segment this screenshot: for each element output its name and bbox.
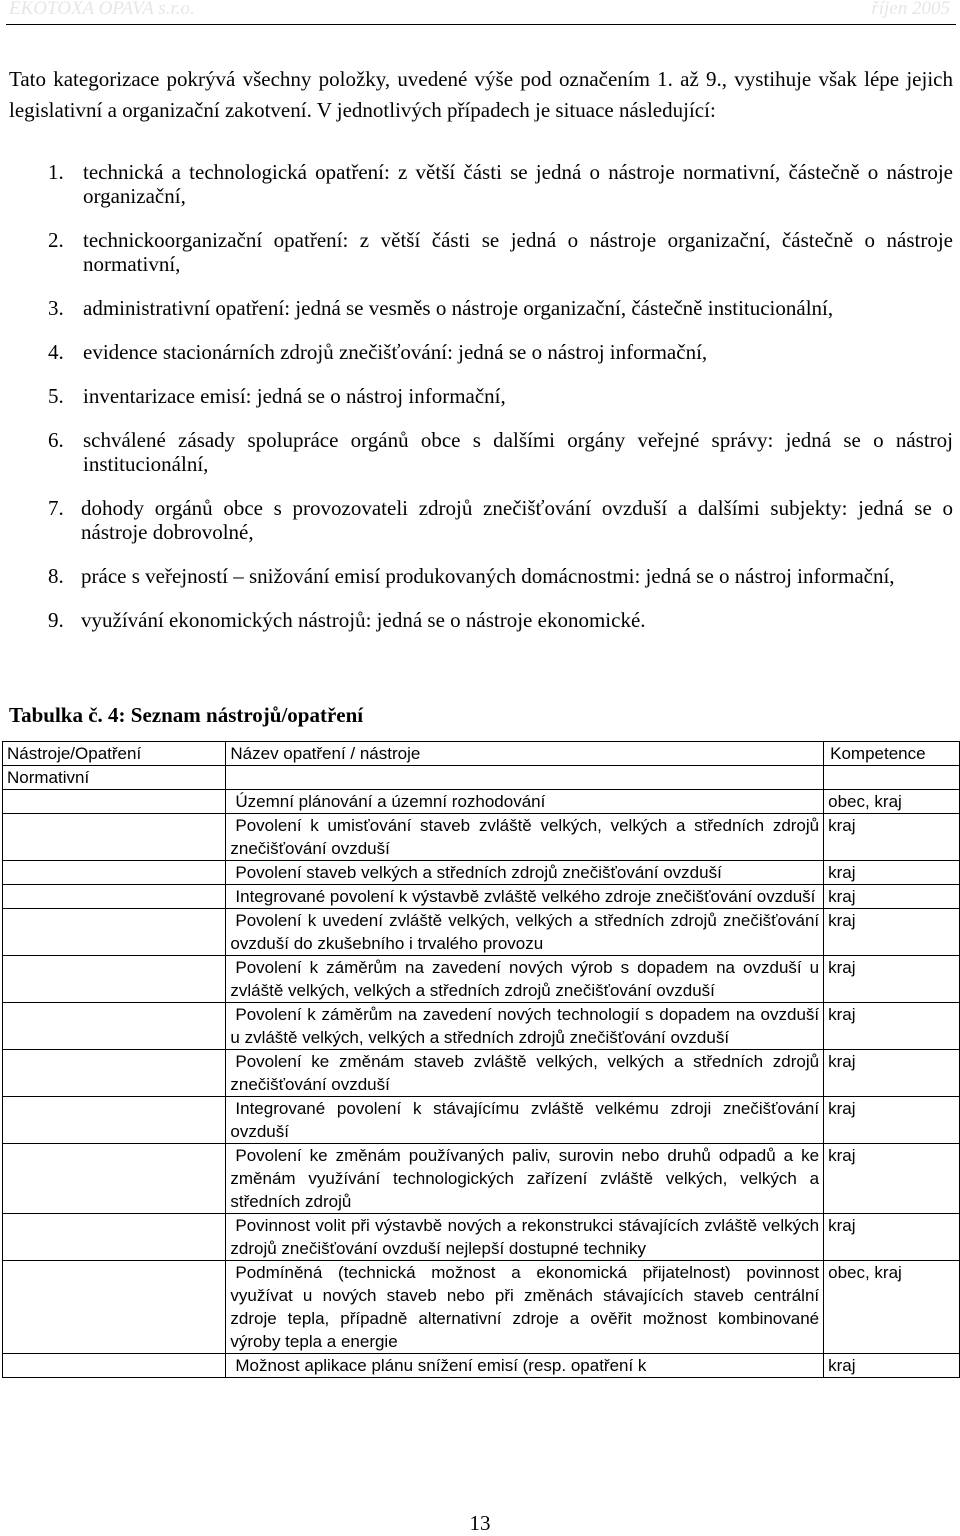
- empty-cell: [3, 861, 226, 885]
- table-row: [3, 861, 960, 885]
- measure-competence: kraj: [824, 861, 960, 885]
- measure-name: Povolení ke změnám staveb zvláště velkých, velkých a středních zdrojů znečišťování ovzduší: [226, 1050, 824, 1097]
- measure-name: Možnost aplikace plánu snížení emisí (resp. opatření k: [226, 1354, 824, 1378]
- intro-paragraph: Tato kategorizace pokrývá všechny položky, uvedené výše pod označením 1. až 9., vystihuje však lépe jejich legislativní a organizační zakotvení. V jednotlivých případech je situace následující:: [9, 67, 953, 122]
- empty-cell: [3, 1214, 226, 1261]
- list-item-text: technickoorganizační opatření: z větší části se jedná o nástroje organizační, částečně o nástroje normativní,: [83, 228, 953, 276]
- list-item: [9, 160, 953, 208]
- measure-competence: kraj: [824, 885, 960, 909]
- list-item-text: administrativní opatření: jedná se vesměs o nástroje organizační, částečně institucionální,: [83, 296, 834, 320]
- table-title: Tabulka č. 4: Seznam nástrojů/opatření: [9, 703, 364, 727]
- table-header-row: [3, 742, 960, 766]
- measures-list: [9, 160, 953, 652]
- list-item-number: 6.: [48, 428, 64, 452]
- list-item-text: dohody orgánů obce s provozovateli zdrojů znečišťování ovzduší a dalšími subjekty: jedná se o nástroje dobrovolné,: [81, 496, 953, 544]
- measure-competence: kraj: [824, 1354, 960, 1378]
- measure-name: Územní plánování a územní rozhodování: [226, 790, 824, 814]
- measure-name: Povolení k záměrům na zavedení nových technologií s dopadem na ovzduší u zvláště velkých, velkých a středních zdrojů znečišťování ovzduší: [226, 1003, 824, 1050]
- list-item-text: využívání ekonomických nástrojů: jedná se o nástroje ekonomické.: [81, 608, 646, 632]
- page-number: 13: [469, 1511, 491, 1535]
- list-item: [9, 384, 953, 408]
- measure-name: Povinnost volit při výstavbě nových a rekonstrukci stávajících zvláště velkých zdrojů znečišťování ovzduší nejlepší dostupné techniky: [226, 1214, 824, 1261]
- list-item-number: 7.: [48, 496, 64, 520]
- empty-cell: [226, 766, 824, 790]
- list-item-text: schválené zásady spolupráce orgánů obce s dalšími orgány veřejné správy: jedná se o nástroj institucionální,: [83, 428, 953, 476]
- measure-competence: kraj: [824, 909, 960, 956]
- measures-table: [2, 741, 960, 1378]
- category-cell: Normativní: [3, 766, 226, 790]
- empty-cell: [3, 909, 226, 956]
- table-row-category: [3, 766, 960, 790]
- table-row: [3, 1097, 960, 1144]
- column-header-tools: Nástroje/Opatření: [3, 742, 226, 766]
- measure-competence: obec, kraj: [824, 1261, 960, 1354]
- column-header-competence: Kompetence: [824, 742, 960, 766]
- list-item: [9, 296, 953, 320]
- measure-name: Povolení staveb velkých a středních zdrojů znečišťování ovzduší: [226, 861, 824, 885]
- empty-cell: [824, 766, 960, 790]
- table-row: [3, 885, 960, 909]
- table-row: [3, 814, 960, 861]
- table-row: [3, 1261, 960, 1354]
- header-company: EKOTOXA OPAVA s.r.o.: [9, 0, 195, 19]
- empty-cell: [3, 1354, 226, 1378]
- list-item-number: 2.: [48, 228, 64, 252]
- measure-name: Povolení k uvedení zvláště velkých, velkých a středních zdrojů znečišťování ovzduší do zkušebního i trvalého provozu: [226, 909, 824, 956]
- list-item: [9, 496, 953, 544]
- list-item-number: 9.: [48, 608, 64, 632]
- measure-competence: obec, kraj: [824, 790, 960, 814]
- measure-name: Povolení k záměrům na zavedení nových výrob s dopadem na ovzduší u zvláště velkých, velkých a středních zdrojů znečišťování ovzduší: [226, 956, 824, 1003]
- list-item-text: technická a technologická opatření: z větší části se jedná o nástroje normativní, částečně o nástroje organizační,: [83, 160, 953, 208]
- list-item-text: inventarizace emisí: jedná se o nástroj informační,: [83, 384, 506, 408]
- measure-name: Integrované povolení k výstavbě zvláště velkého zdroje znečišťování ovzduší: [226, 885, 824, 909]
- table-row: [3, 956, 960, 1003]
- measure-name: Povolení k umisťování staveb zvláště velkých, velkých a středních zdrojů znečišťování ovzduší: [226, 814, 824, 861]
- measure-competence: kraj: [824, 1097, 960, 1144]
- header-date: říjen 2005: [871, 0, 950, 19]
- list-item-number: 1.: [48, 160, 64, 184]
- measure-name: Integrované povolení k stávajícímu zvláště velkému zdroji znečišťování ovzduší: [226, 1097, 824, 1144]
- list-item: [9, 564, 953, 588]
- measure-name: Podmíněná (technická možnost a ekonomická přijatelnost) povinnost využívat u nových staveb nebo při změnách stávajících staveb centrální zdroje tepla, případně alternativní zdroje a ověřit možnost kombinované výroby tepla a energie: [226, 1261, 824, 1354]
- measure-competence: kraj: [824, 956, 960, 1003]
- list-item-text: práce s veřejností – snižování emisí produkovaných domácnostmi: jedná se o nástroj informační,: [81, 564, 895, 588]
- empty-cell: [3, 885, 226, 909]
- list-item-number: 5.: [48, 384, 64, 408]
- empty-cell: [3, 1261, 226, 1354]
- empty-cell: [3, 1097, 226, 1144]
- empty-cell: [3, 956, 226, 1003]
- list-item-number: 4.: [48, 340, 64, 364]
- header-divider: [6, 24, 956, 25]
- table-row: [3, 1214, 960, 1261]
- list-item: [9, 340, 953, 364]
- table-row: [3, 790, 960, 814]
- measure-competence: kraj: [824, 1214, 960, 1261]
- page-header: [0, 0, 960, 22]
- column-header-name: Název opatření / nástroje: [226, 742, 824, 766]
- list-item: [9, 428, 953, 476]
- empty-cell: [3, 1003, 226, 1050]
- list-item-number: 3.: [48, 296, 64, 320]
- empty-cell: [3, 1050, 226, 1097]
- list-item-text: evidence stacionárních zdrojů znečišťování: jedná se o nástroj informační,: [83, 340, 708, 364]
- table-row: [3, 1144, 960, 1214]
- measure-competence: kraj: [824, 1003, 960, 1050]
- list-item: [9, 228, 953, 276]
- table-row: [3, 1354, 960, 1378]
- measure-name: Povolení ke změnám používaných paliv, surovin nebo druhů odpadů a ke změnám využívání technologických zařízení zvláště velkých, velkých a středních zdrojů: [226, 1144, 824, 1214]
- table-row: [3, 1050, 960, 1097]
- measure-competence: kraj: [824, 1144, 960, 1214]
- measure-competence: kraj: [824, 1050, 960, 1097]
- empty-cell: [3, 790, 226, 814]
- table-row: [3, 909, 960, 956]
- empty-cell: [3, 814, 226, 861]
- empty-cell: [3, 1144, 226, 1214]
- table-row: [3, 1003, 960, 1050]
- measure-competence: kraj: [824, 814, 960, 861]
- list-item-number: 8.: [48, 564, 64, 588]
- list-item: [9, 608, 953, 632]
